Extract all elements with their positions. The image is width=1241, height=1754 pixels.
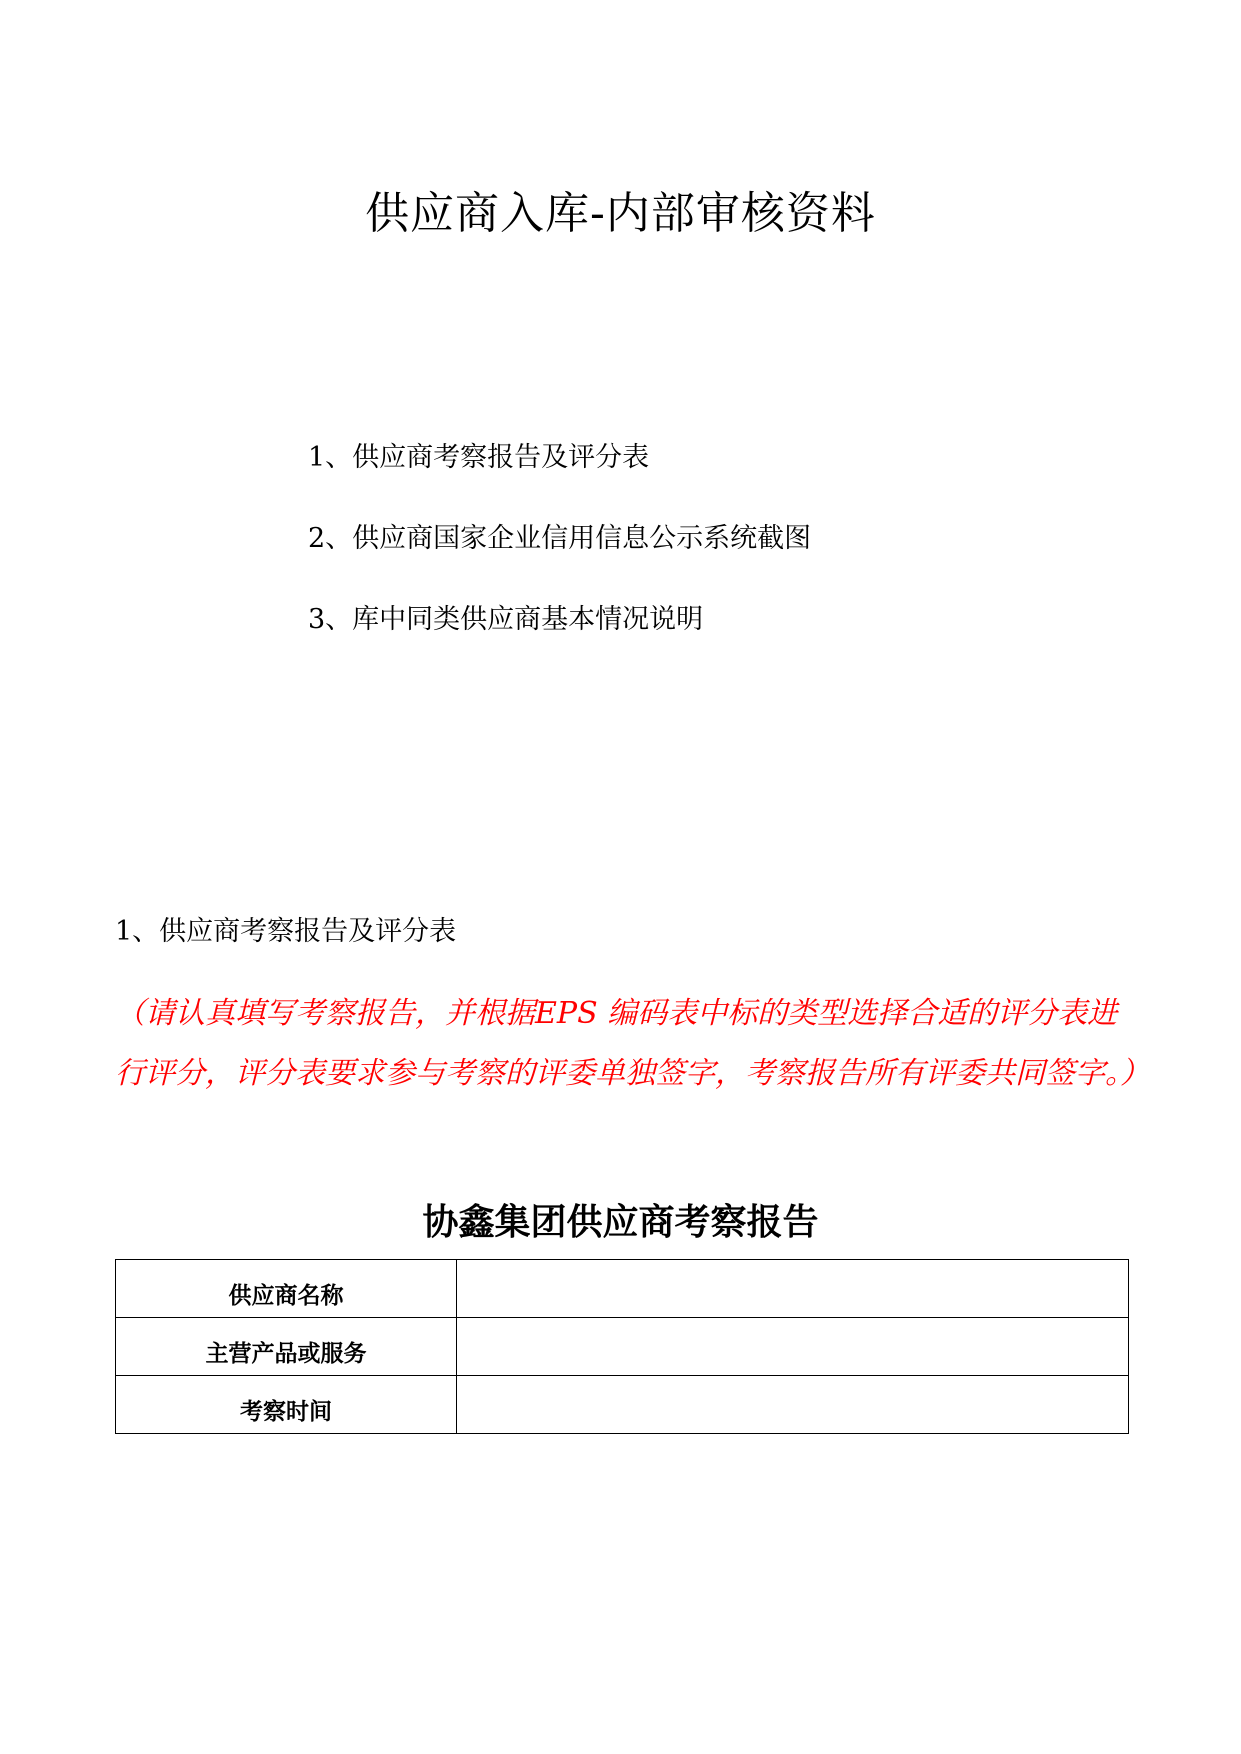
supplier-name-field[interactable] (457, 1260, 1129, 1318)
table-row (116, 1376, 1129, 1434)
table-row (116, 1260, 1129, 1318)
inspection-time-field[interactable] (457, 1376, 1129, 1434)
inspection-time-label: 考察时间 (116, 1376, 457, 1434)
main-products-field[interactable] (457, 1318, 1129, 1376)
toc-item: 1、供应商考察报告及评分表 (308, 442, 650, 473)
report-table (115, 1259, 1129, 1434)
toc-item: 2、供应商国家企业信用信息公示系统截图 (308, 523, 812, 554)
main-products-label: 主营产品或服务 (116, 1318, 457, 1376)
page-title: 供应商入库-内部审核资料 (365, 188, 876, 239)
report-title: 协鑫集团供应商考察报告 (422, 1202, 819, 1243)
supplier-name-label: 供应商名称 (116, 1260, 457, 1318)
table-row (116, 1318, 1129, 1376)
toc-item: 3、库中同类供应商基本情况说明 (308, 604, 704, 635)
table-of-contents (308, 438, 811, 681)
instruction-note: （请认真填写考察报告，并根据EPS 编码表中标的类型选择合适的评分表进行评分，评分表要求参与考察的评委单独签字，考察报告所有评委共同签字。） (115, 996, 1150, 1091)
section-heading: 1、供应商考察报告及评分表 (115, 916, 457, 947)
